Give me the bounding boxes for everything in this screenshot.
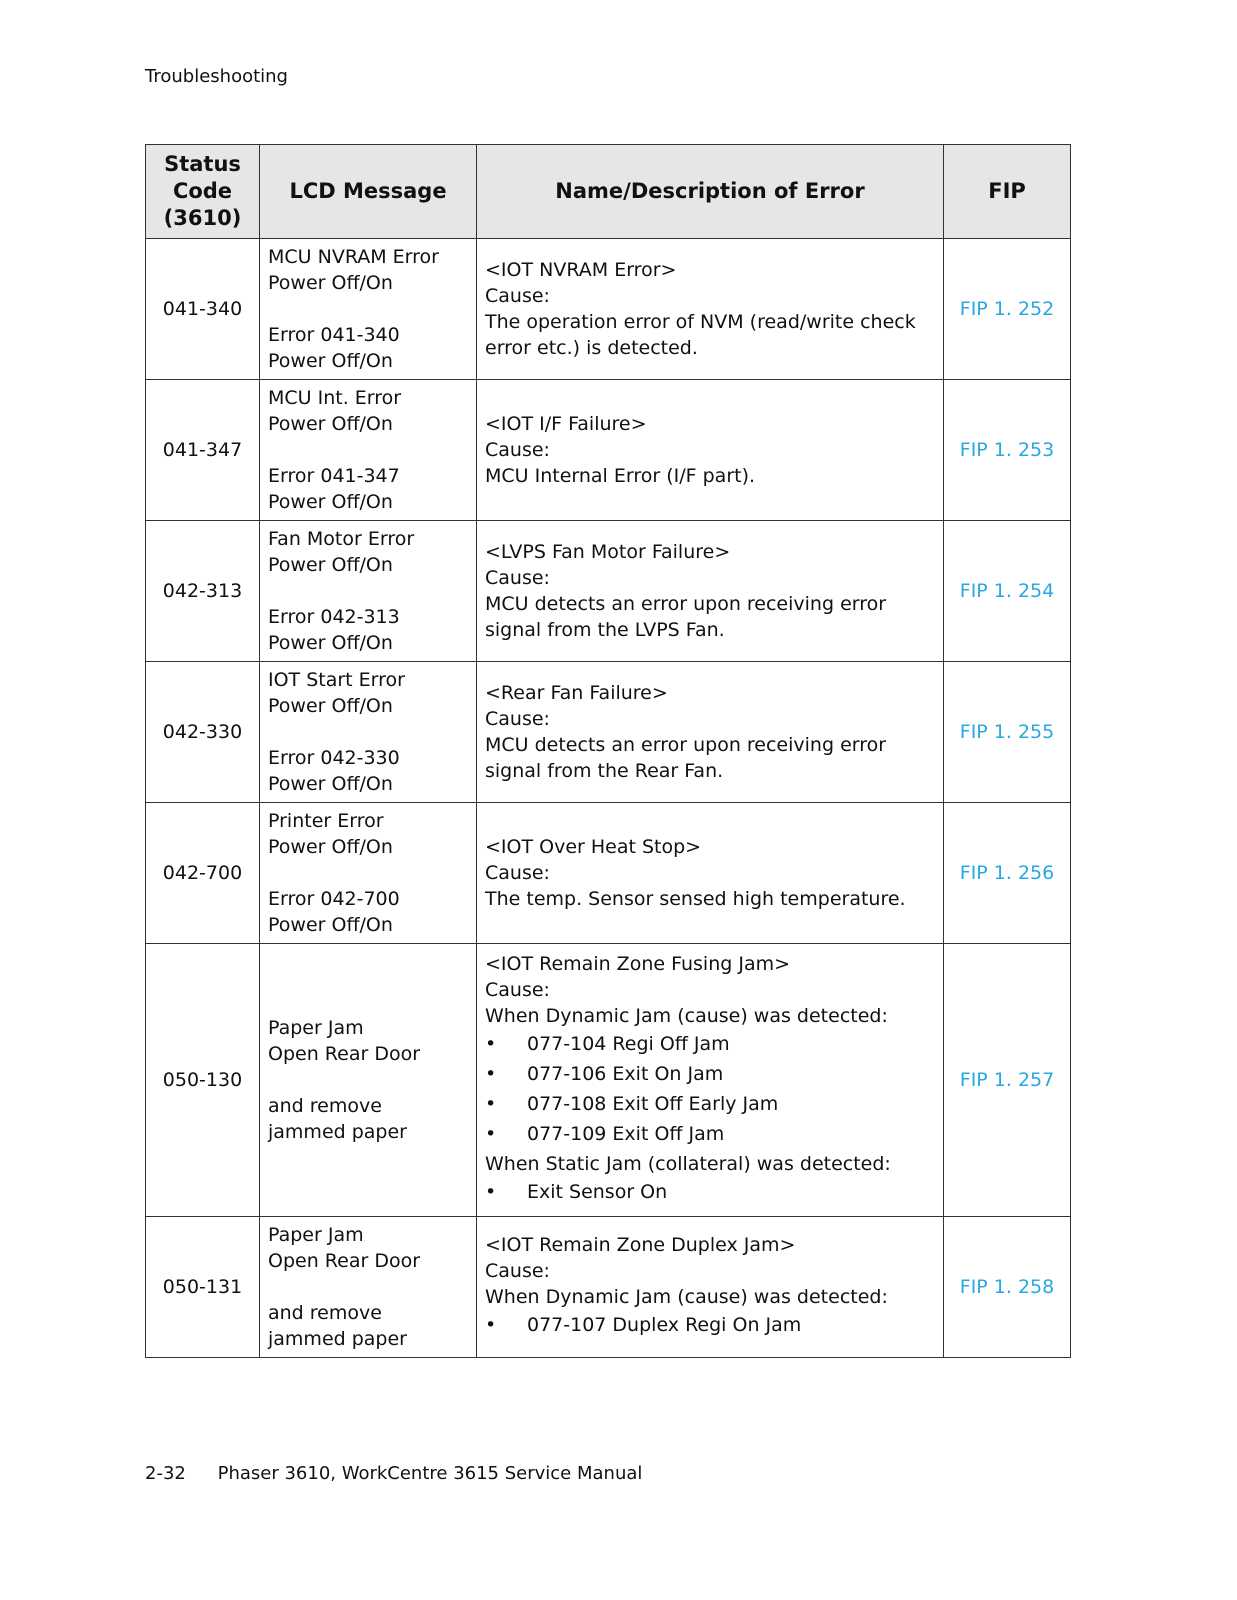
- description-line: Cause:: [485, 1260, 550, 1282]
- column-header-description: Name/Description of Error: [477, 145, 944, 239]
- fip-link[interactable]: FIP 1. 258: [959, 1276, 1055, 1298]
- bullet-text: 077-104 Regi Off Jam: [527, 1033, 730, 1055]
- description-line: <IOT NVRAM Error>: [485, 259, 677, 281]
- status-code-cell: 042-313: [146, 521, 260, 662]
- description-line: <LVPS Fan Motor Failure>: [485, 541, 731, 563]
- table-row: [146, 1217, 1071, 1358]
- status-code-cell: 042-700: [146, 803, 260, 944]
- lcd-message-line: Paper Jam: [268, 1017, 364, 1039]
- lcd-message-line: Printer Error: [268, 810, 384, 832]
- description-line: Cause:: [485, 979, 550, 1001]
- description-line: Cause:: [485, 285, 550, 307]
- lcd-message-line: Power Off/On: [268, 632, 393, 654]
- lcd-message-line: Power Off/On: [268, 272, 393, 294]
- fip-link[interactable]: FIP 1. 252: [959, 298, 1055, 320]
- fip-link[interactable]: FIP 1. 254: [959, 580, 1055, 602]
- column-header-status-code: Status Code (3610): [146, 145, 260, 239]
- status-code-cell: 041-340: [146, 239, 260, 380]
- description-line: When Dynamic Jam (cause) was detected:: [485, 1286, 888, 1308]
- blank-line: [268, 1274, 468, 1300]
- lcd-message-line: Power Off/On: [268, 350, 393, 372]
- bullet-item: [485, 1179, 935, 1205]
- lcd-message-line: Fan Motor Error: [268, 528, 415, 550]
- description-line: <IOT I/F Failure>: [485, 413, 647, 435]
- fip-cell: [944, 944, 1071, 1217]
- description-line: <IOT Remain Zone Duplex Jam>: [485, 1234, 796, 1256]
- lcd-message-line: Open Rear Door: [268, 1250, 421, 1272]
- description-line: The temp. Sensor sensed high temperature.: [485, 888, 906, 910]
- lcd-message-line: and remove: [268, 1302, 382, 1324]
- bullet-dot: •: [485, 1063, 497, 1085]
- page-number: 2-32: [145, 1463, 186, 1484]
- description-cell: [477, 662, 944, 803]
- fip-cell: [944, 1217, 1071, 1358]
- fip-cell: [944, 380, 1071, 521]
- lcd-message-line: Error 042-330: [268, 747, 400, 769]
- fip-link[interactable]: FIP 1. 257: [959, 1069, 1055, 1091]
- lcd-message-line: jammed paper: [268, 1121, 407, 1143]
- lcd-message-line: Power Off/On: [268, 491, 393, 513]
- blank-line: [268, 437, 468, 463]
- column-header-fip: FIP: [944, 145, 1071, 239]
- bullet-item: [485, 1031, 935, 1057]
- lcd-message-line: IOT Start Error: [268, 669, 405, 691]
- status-code-cell: 041-347: [146, 380, 260, 521]
- lcd-message-cell: [260, 239, 477, 380]
- fip-link[interactable]: FIP 1. 256: [959, 862, 1055, 884]
- lcd-message-cell: [260, 380, 477, 521]
- bullet-dot: •: [485, 1123, 497, 1145]
- description-line: The operation error of NVM (read/write check error etc.) is detected.: [485, 311, 916, 359]
- fip-cell: [944, 662, 1071, 803]
- blank-line: [268, 1067, 468, 1093]
- lcd-message-line: Power Off/On: [268, 773, 393, 795]
- lcd-message-line: Error 041-340: [268, 324, 400, 346]
- bullet-item: [485, 1091, 935, 1117]
- table-row: [146, 803, 1071, 944]
- fip-cell: [944, 521, 1071, 662]
- description-line: Cause:: [485, 708, 550, 730]
- table-header-row: [146, 145, 1071, 239]
- lcd-message-line: Power Off/On: [268, 554, 393, 576]
- lcd-message-line: Power Off/On: [268, 413, 393, 435]
- description-cell: [477, 239, 944, 380]
- bullet-item: [485, 1121, 935, 1147]
- status-code-table: [145, 144, 1071, 1358]
- bullet-dot: •: [485, 1033, 497, 1055]
- bullet-text: 077-108 Exit Off Early Jam: [527, 1093, 779, 1115]
- description-line: Cause:: [485, 567, 550, 589]
- description-line: <Rear Fan Failure>: [485, 682, 668, 704]
- table-row: [146, 944, 1071, 1217]
- description-cell: [477, 521, 944, 662]
- bullet-item: [485, 1061, 935, 1087]
- lcd-message-line: Error 042-700: [268, 888, 400, 910]
- lcd-message-line: Open Rear Door: [268, 1043, 421, 1065]
- table-body: [146, 239, 1071, 1358]
- blank-line: [268, 578, 468, 604]
- blank-line: [268, 296, 468, 322]
- status-code-cell: 050-130: [146, 944, 260, 1217]
- description-cell: [477, 1217, 944, 1358]
- lcd-message-line: Error 042-313: [268, 606, 400, 628]
- lcd-message-line: and remove: [268, 1095, 382, 1117]
- table-row: [146, 239, 1071, 380]
- table-row: [146, 521, 1071, 662]
- lcd-message-cell: [260, 662, 477, 803]
- description-line: MCU detects an error upon receiving error signal from the LVPS Fan.: [485, 593, 887, 641]
- description-line: <IOT Remain Zone Fusing Jam>: [485, 953, 791, 975]
- status-code-cell: 050-131: [146, 1217, 260, 1358]
- page-footer: [145, 1463, 642, 1484]
- fip-cell: [944, 239, 1071, 380]
- blank-line: [268, 860, 468, 886]
- description-line: MCU detects an error upon receiving error signal from the Rear Fan.: [485, 734, 887, 782]
- description-line: When Static Jam (collateral) was detected:: [485, 1153, 891, 1175]
- lcd-message-line: Power Off/On: [268, 914, 393, 936]
- fip-cell: [944, 803, 1071, 944]
- description-cell: [477, 803, 944, 944]
- description-cell: [477, 380, 944, 521]
- lcd-message-cell: [260, 521, 477, 662]
- bullet-dot: •: [485, 1314, 497, 1336]
- bullet-item: [485, 1312, 935, 1338]
- lcd-message-line: jammed paper: [268, 1328, 407, 1350]
- lcd-message-line: Power Off/On: [268, 836, 393, 858]
- lcd-message-cell: [260, 803, 477, 944]
- manual-title: Phaser 3610, WorkCentre 3615 Service Manual: [217, 1463, 643, 1484]
- lcd-message-cell: [260, 1217, 477, 1358]
- lcd-message-line: MCU NVRAM Error: [268, 246, 439, 268]
- lcd-message-cell: [260, 944, 477, 1217]
- fip-link[interactable]: FIP 1. 255: [959, 721, 1055, 743]
- running-header: Troubleshooting: [145, 66, 288, 87]
- description-line: MCU Internal Error (I/F part).: [485, 465, 756, 487]
- bullet-dot: •: [485, 1093, 497, 1115]
- description-line: <IOT Over Heat Stop>: [485, 836, 702, 858]
- bullet-text: Exit Sensor On: [527, 1181, 668, 1203]
- bullet-dot: •: [485, 1181, 497, 1203]
- blank-line: [268, 719, 468, 745]
- lcd-message-line: Error 041-347: [268, 465, 400, 487]
- description-line: Cause:: [485, 439, 550, 461]
- bullet-text: 077-106 Exit On Jam: [527, 1063, 724, 1085]
- description-cell: [477, 944, 944, 1217]
- fip-link[interactable]: FIP 1. 253: [959, 439, 1055, 461]
- description-line: When Dynamic Jam (cause) was detected:: [485, 1005, 888, 1027]
- column-header-lcd-message: LCD Message: [260, 145, 477, 239]
- lcd-message-line: Power Off/On: [268, 695, 393, 717]
- table-row: [146, 662, 1071, 803]
- bullet-text: 077-109 Exit Off Jam: [527, 1123, 725, 1145]
- status-code-cell: 042-330: [146, 662, 260, 803]
- lcd-message-line: Paper Jam: [268, 1224, 364, 1246]
- lcd-message-line: MCU Int. Error: [268, 387, 402, 409]
- bullet-text: 077-107 Duplex Regi On Jam: [527, 1314, 802, 1336]
- description-line: Cause:: [485, 862, 550, 884]
- table-row: [146, 380, 1071, 521]
